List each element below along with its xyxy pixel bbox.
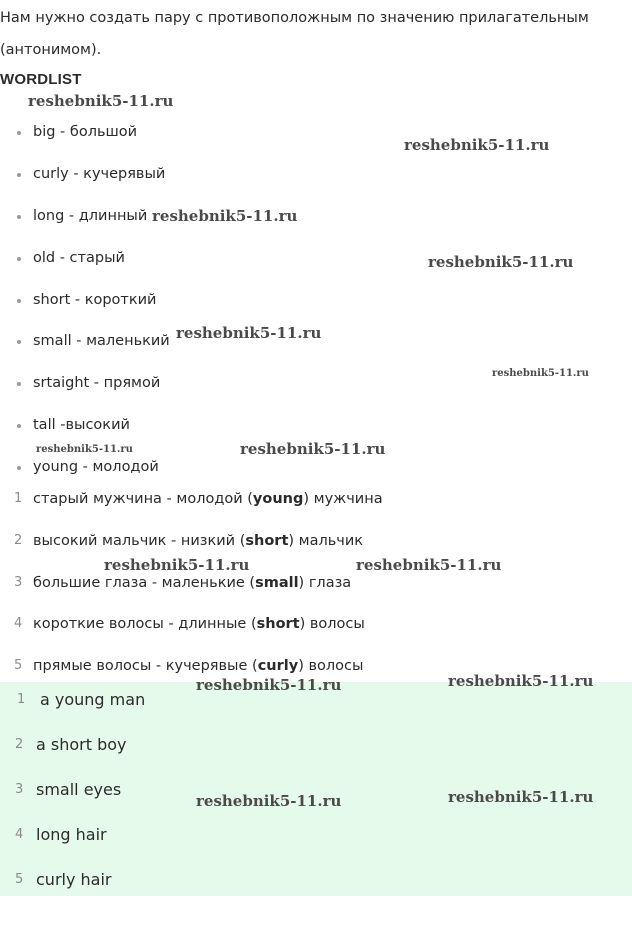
answer-word: small [255, 575, 299, 591]
item-number: 2 [15, 737, 24, 752]
item-number: 1 [14, 491, 23, 506]
item-number: 1 [17, 692, 26, 707]
exercise-sentence: большие глаза - маленькие (small) глаза [33, 575, 352, 591]
item-number: 5 [15, 872, 24, 887]
answer-word: short [256, 616, 300, 632]
watermark: reshebnik5-11.ru [356, 556, 502, 574]
watermark: reshebnik5-11.ru [240, 440, 386, 458]
bullet-icon [17, 466, 21, 470]
exercise-sentence: прямые волосы - кучерявые (curly) волосы [33, 658, 364, 674]
watermark: reshebnik5-11.ru [492, 368, 589, 379]
bullet-icon [17, 215, 21, 219]
intro-text [0, 2, 632, 66]
bullet-icon [17, 131, 21, 135]
watermark: reshebnik5-11.ru [176, 324, 322, 342]
item-number: 4 [14, 616, 23, 631]
intro-line-1: Нам нужно создать пару с противоположным по значению прилагательным [0, 10, 589, 26]
item-number: 3 [14, 575, 23, 590]
exercise-sentence: короткие волосы - длинные (short) волосы [33, 616, 365, 632]
watermark: reshebnik5-11.ru [152, 207, 298, 225]
exercise-sentence: высокий мальчик - низкий (short) мальчик [33, 533, 364, 549]
answer-word: short [245, 533, 289, 549]
bullet-icon [17, 257, 21, 261]
wordlist-heading: WORDLIST [0, 71, 82, 88]
watermark: reshebnik5-11.ru [448, 672, 594, 690]
item-number: 3 [15, 782, 24, 797]
item-number: 2 [14, 533, 23, 548]
answer-word: young [252, 491, 304, 507]
exercise-sentence: старый мужчина - молодой (young) мужчина [33, 491, 383, 507]
item-number: 4 [15, 827, 24, 842]
answer-box: 1 a young man 2 a short boy 3 small eyes 4 long hair 5 curly hair [0, 682, 632, 896]
bullet-icon [17, 340, 21, 344]
watermark: reshebnik5-11.ru [196, 792, 342, 810]
watermark: reshebnik5-11.ru [404, 136, 550, 154]
watermark: reshebnik5-11.ru [104, 556, 250, 574]
watermark: reshebnik5-11.ru [28, 92, 174, 110]
bullet-icon [17, 424, 21, 428]
watermark: reshebnik5-11.ru [36, 444, 133, 455]
bullet-icon [17, 382, 21, 386]
answer-word: curly [257, 658, 299, 674]
watermark: reshebnik5-11.ru [196, 676, 342, 694]
watermark: reshebnik5-11.ru [428, 253, 574, 271]
bullet-icon [17, 299, 21, 303]
item-number: 5 [14, 658, 23, 673]
intro-line-2: (антонимом). [0, 42, 102, 58]
watermark: reshebnik5-11.ru [448, 788, 594, 806]
bullet-icon [17, 173, 21, 177]
